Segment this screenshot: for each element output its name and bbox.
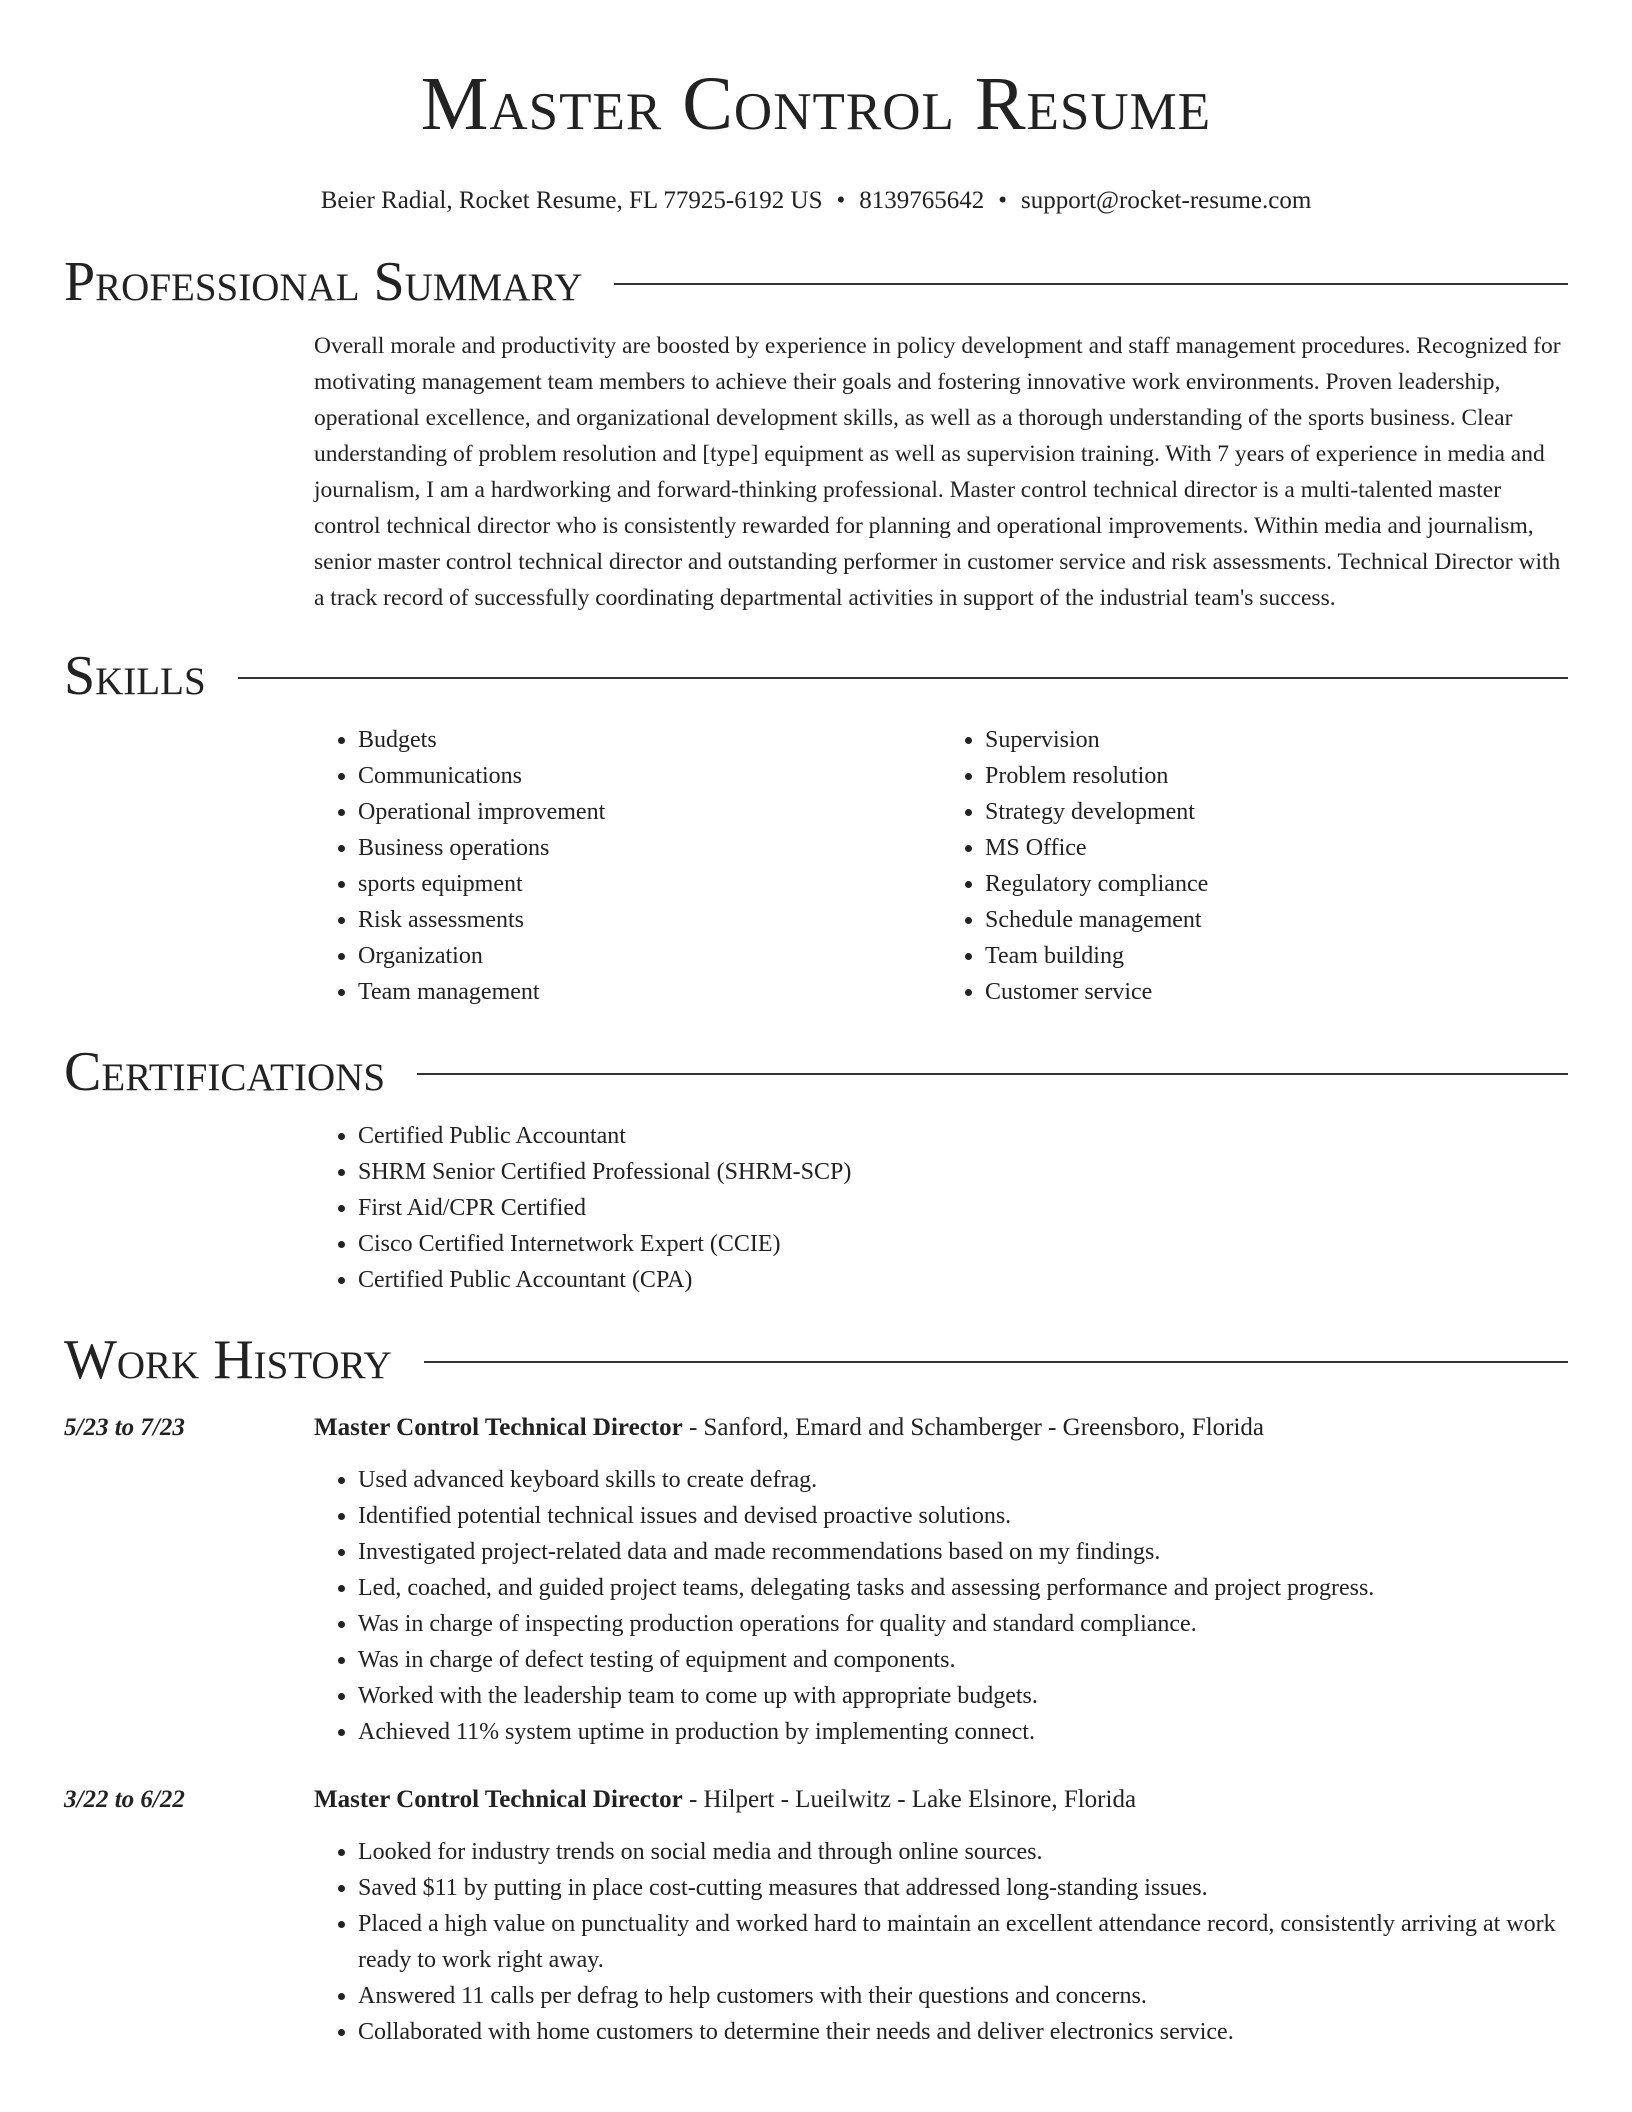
skill-item: • Strategy development: [985, 794, 1568, 830]
contact-email: support@rocket-resume.com: [1021, 187, 1312, 214]
skill-item: • Communications: [358, 758, 941, 794]
job-body: [314, 1410, 1568, 1750]
job-bullet: • Achieved 11% system uptime in production by implementing connect.: [358, 1714, 1568, 1750]
job-entry: [64, 1410, 1568, 1750]
skills-list-left: [314, 722, 941, 1010]
job-bullet: • Identified potential technical issues and devised proactive solutions.: [358, 1498, 1568, 1534]
skill-item: • Schedule management: [985, 902, 1568, 938]
job-bullet: • Collaborated with home customers to determine their needs and deliver electronics service.: [358, 2014, 1568, 2050]
skills-section-header: [64, 644, 1568, 708]
job-heading: [314, 1410, 1568, 1446]
skill-item: • Operational improvement: [358, 794, 941, 830]
section-title-summary: Professional Summary: [64, 251, 583, 313]
job-bullet: • Led, coached, and guided project teams, delegating tasks and assessing performance and project progress.: [358, 1570, 1568, 1606]
certifications-section-header: [64, 1040, 1568, 1104]
job-bullets: [314, 1834, 1568, 2050]
certification-item: • Cisco Certified Internetwork Expert (CCIE): [358, 1226, 1568, 1262]
job-bullet: • Was in charge of defect testing of equipment and components.: [358, 1642, 1568, 1678]
skill-item: • Budgets: [358, 722, 941, 758]
skill-item: • Risk assessments: [358, 902, 941, 938]
section-divider: [424, 1361, 1568, 1363]
section-divider: [238, 677, 1568, 679]
job-bullet: • Worked with the leadership team to come up with appropriate budgets.: [358, 1678, 1568, 1714]
skills-list-right: [941, 722, 1568, 1010]
contact-separator: •: [998, 187, 1008, 214]
contact-phone: 8139765642: [859, 187, 985, 214]
contact-separator: •: [836, 187, 846, 214]
job-entry: [64, 1782, 1568, 2050]
section-title-work-history: Work History: [64, 1329, 392, 1391]
section-divider: [417, 1073, 1568, 1075]
section-title-skills: Skills: [64, 645, 206, 707]
skill-item: • MS Office: [985, 830, 1568, 866]
skill-item: • Customer service: [985, 974, 1568, 1010]
job-bullet: • Was in charge of inspecting production operations for quality and standard compliance.: [358, 1606, 1568, 1642]
skill-item: • Business operations: [358, 830, 941, 866]
job-title: Master Control Technical Director: [314, 1414, 683, 1441]
job-bullet: • Saved $11 by putting in place cost-cutting measures that addressed long-standing issues.: [358, 1870, 1568, 1906]
contact-line: [64, 186, 1568, 216]
certification-item: • SHRM Senior Certified Professional (SHRM-SCP): [358, 1154, 1568, 1190]
certification-item: • Certified Public Accountant: [358, 1118, 1568, 1154]
resume-title: Master Control Resume: [420, 62, 1212, 146]
job-bullet: • Looked for industry trends on social media and through online sources.: [358, 1834, 1568, 1870]
certification-item: • First Aid/CPR Certified: [358, 1190, 1568, 1226]
skill-item: • Team building: [985, 938, 1568, 974]
skill-item: • Team management: [358, 974, 941, 1010]
job-heading: [314, 1782, 1568, 1818]
job-employer-location: - Hilpert - Lueilwitz - Lake Elsinore, Florida: [682, 1786, 1137, 1813]
job-bullet: • Investigated project-related data and made recommendations based on my findings.: [358, 1534, 1568, 1570]
skill-item: • Problem resolution: [985, 758, 1568, 794]
skills-grid: [314, 722, 1568, 1010]
job-bullet: • Placed a high value on punctuality and worked hard to maintain an excellent attendance record, consistently arriving at work ready to work right away.: [358, 1906, 1568, 1978]
job-bullet: • Used advanced keyboard skills to create defrag.: [358, 1462, 1568, 1498]
job-dates: 5/23 to 7/23: [64, 1414, 185, 1441]
contact-address: Beier Radial, Rocket Resume, FL 77925-6192 US: [320, 187, 823, 214]
certifications-list: [314, 1118, 1568, 1298]
job-title: Master Control Technical Director: [314, 1786, 683, 1813]
work-section-header: [64, 1328, 1568, 1392]
certification-item: • Certified Public Accountant (CPA): [358, 1262, 1568, 1298]
job-body: [314, 1782, 1568, 2050]
job-bullets: [314, 1462, 1568, 1750]
skill-item: • Regulatory compliance: [985, 866, 1568, 902]
section-title-certifications: Certifications: [64, 1041, 386, 1103]
skill-item: • Organization: [358, 938, 941, 974]
summary-text: Overall morale and productivity are boosted by experience in policy development and staff management procedures. Recognized for motivating management team members to achieve their goals and fostering innovative work environments. Proven leadership, operational excellence, and organizational development skills, as well as a thorough understanding of the sports business. Clear understanding of problem resolution and [type] equipment as well as supervision training. With 7 years of experience in media and journalism, I am a hardworking and forward-thinking professional. Master control technical director is a multi-talented master control technical director who is consistently rewarded for planning and operational improvements. Within media and journalism, senior master control technical director and outstanding performer in customer service and risk assessments. Technical Director with a track record of successfully coordinating departmental activities in support of the industrial team's success.: [314, 333, 1561, 611]
skill-item: • Supervision: [985, 722, 1568, 758]
skill-item: • sports equipment: [358, 866, 941, 902]
job-dates: 3/22 to 6/22: [64, 1786, 185, 1813]
job-bullet: • Answered 11 calls per defrag to help customers with their questions and concerns.: [358, 1978, 1568, 2014]
summary-section-header: [64, 250, 1568, 314]
certifications-block: [314, 1118, 1568, 1298]
section-divider: [614, 283, 1568, 285]
job-employer-location: - Sanford, Emard and Schamberger - Greensboro, Florida: [682, 1414, 1265, 1441]
